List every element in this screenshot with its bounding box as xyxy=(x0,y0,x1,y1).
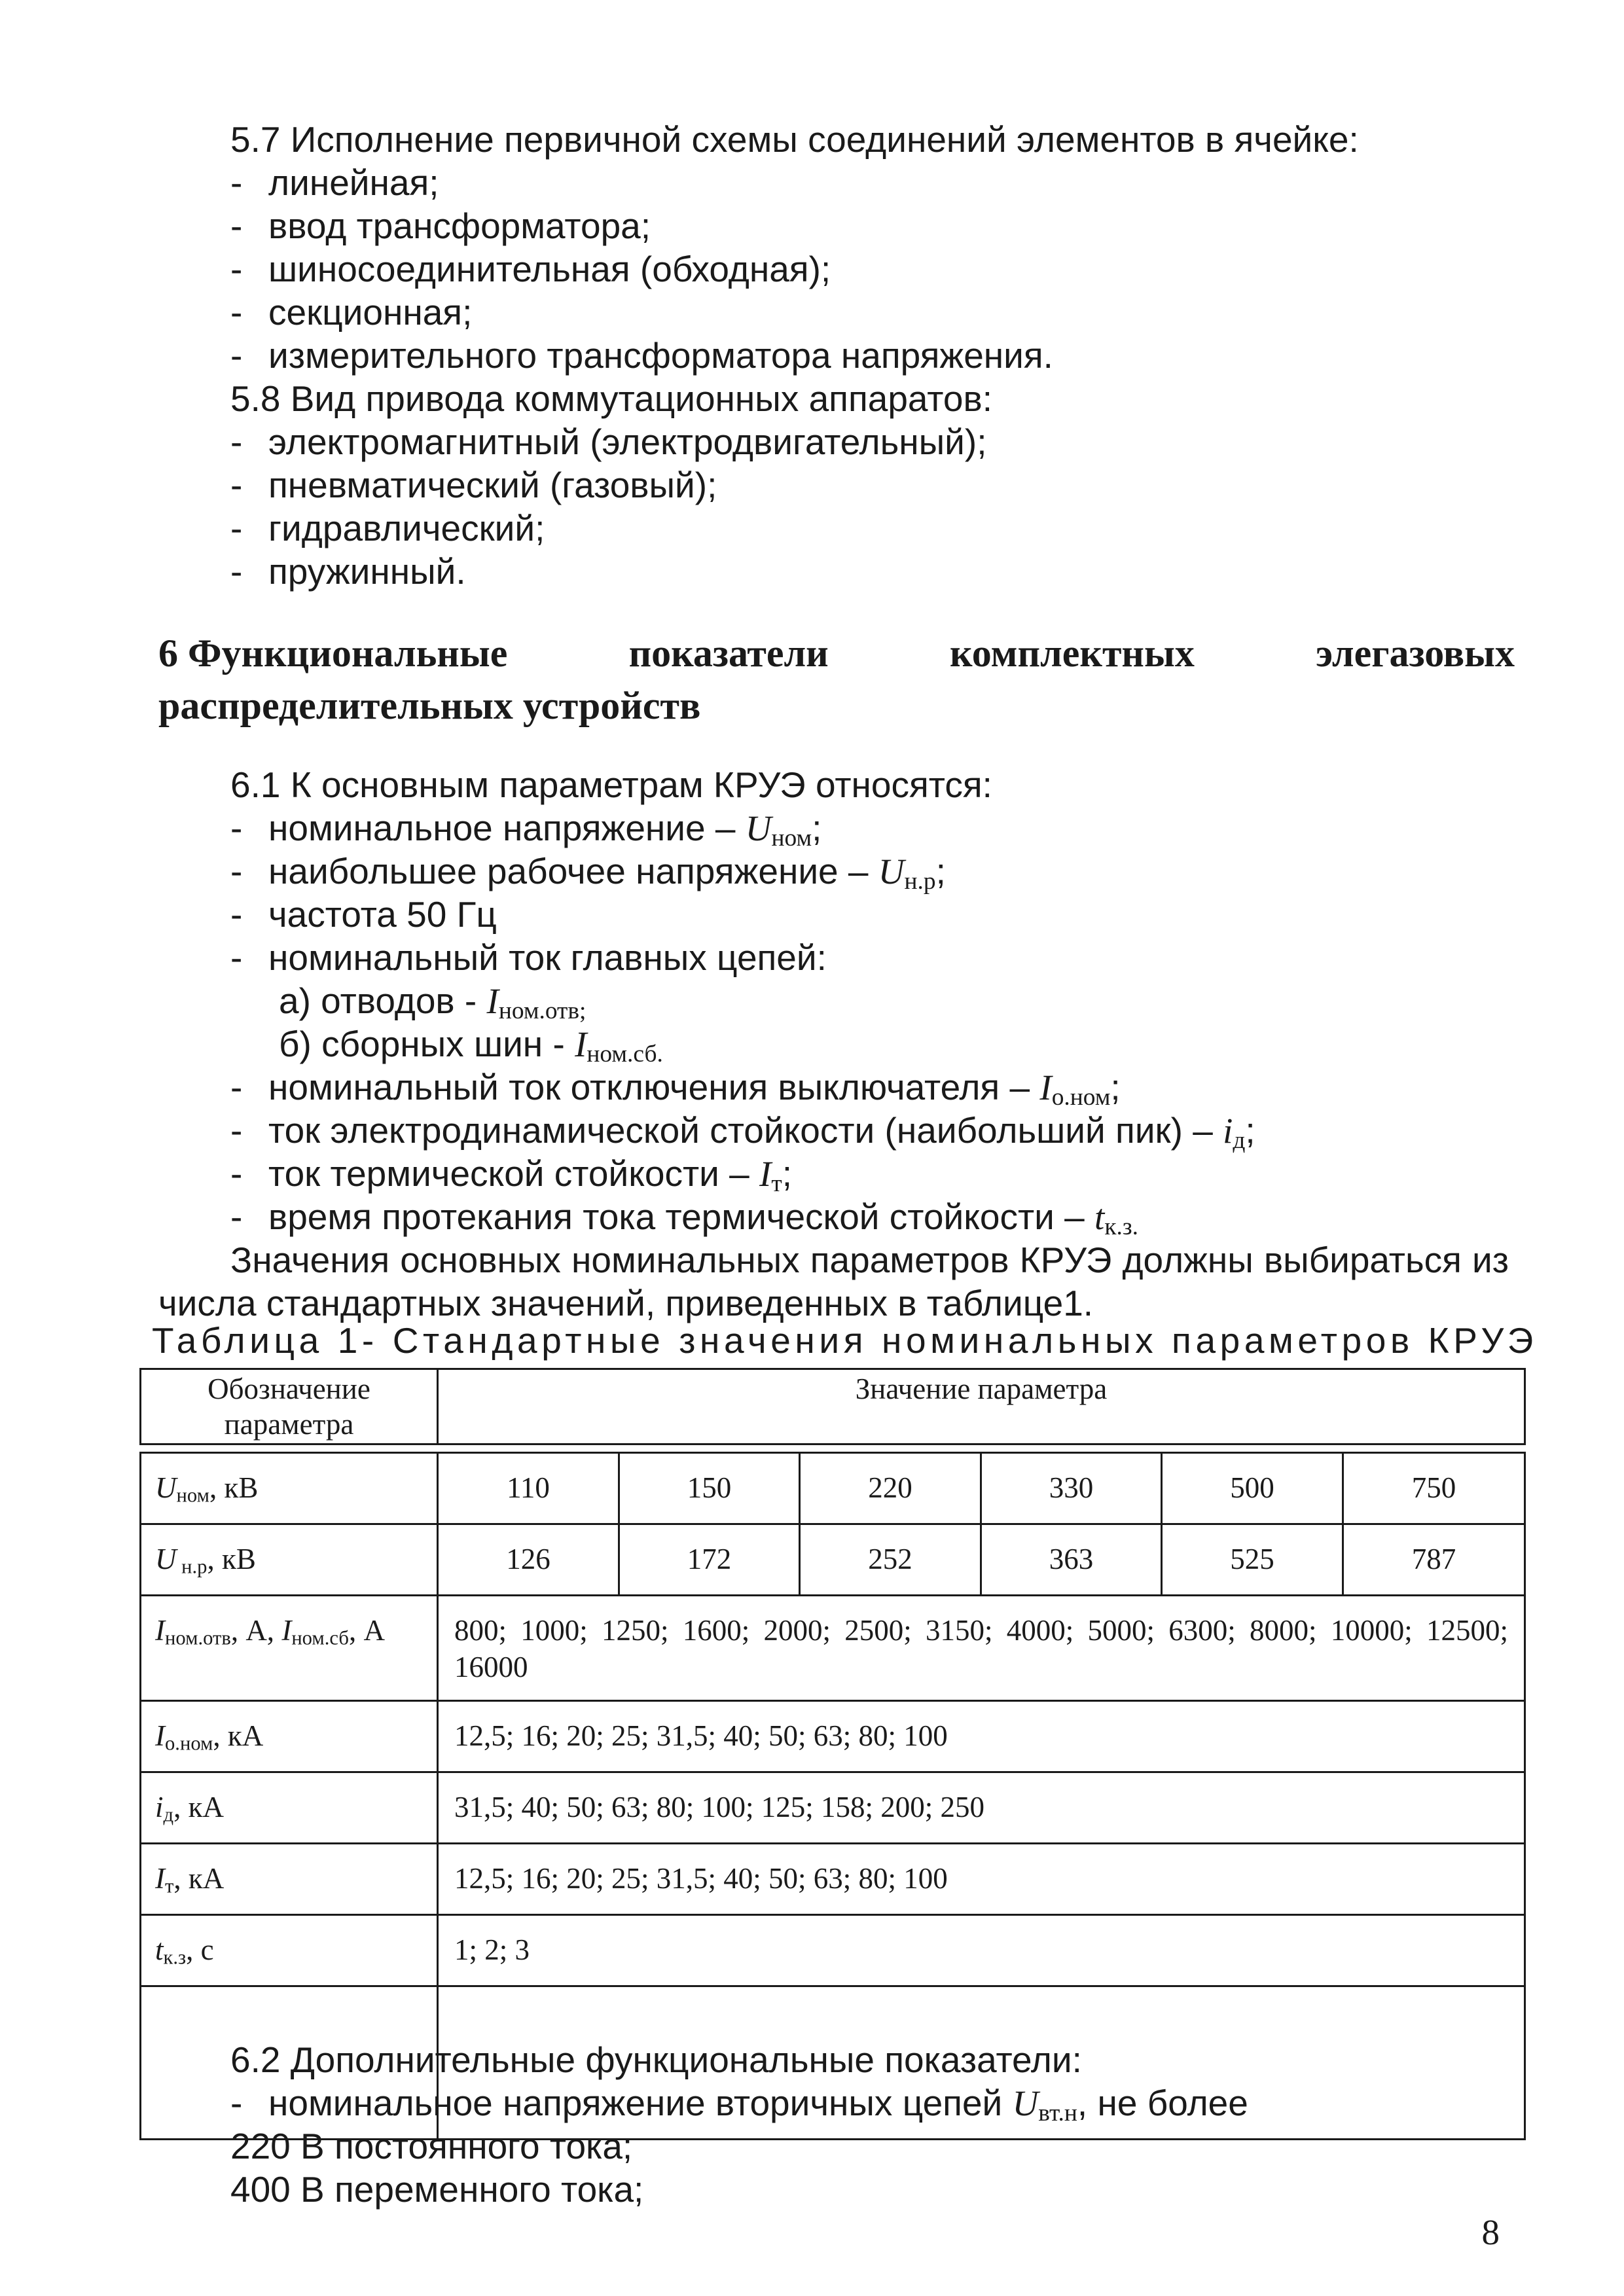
list-marker: - xyxy=(230,851,243,891)
paragraph-word: Значения xyxy=(230,1240,390,1280)
table-cell: 12,5; 16; 20; 25; 31,5; 40; 50; 63; 80; 100 xyxy=(454,1862,948,1895)
list-marker: - xyxy=(230,335,243,376)
list-marker: - xyxy=(230,206,243,246)
header-value: Значение параметра xyxy=(855,1372,1108,1405)
list-marker: - xyxy=(230,1110,243,1151)
row-label-unom: $U_{ном}$, кВ xyxy=(155,1471,259,1507)
list-marker: - xyxy=(230,1153,243,1194)
paragraph-word: выбираться xyxy=(1263,1240,1462,1280)
heading-word: 6 Функциональные xyxy=(158,632,508,675)
row-divider xyxy=(139,1523,1526,1525)
list-item: измерительного трансформатора напряжения. xyxy=(268,335,1053,376)
section-5-7-title: 5.7 Исполнение первичной схемы соединений элементов в ячейке: xyxy=(230,119,1359,160)
row-label-unr: U $_{н.р}$, кВ xyxy=(155,1543,256,1578)
row-label-ionom: $I_{о.ном}$, кА xyxy=(155,1719,264,1755)
paragraph-word: должны xyxy=(1122,1240,1254,1280)
list-item-thermal-current: ток термической стойкости – $I_т$; xyxy=(268,1153,792,1198)
list-marker: - xyxy=(230,292,243,332)
table-cell: 363 xyxy=(1049,1543,1094,1575)
row-label-inom: $I_{ном.отв}$, А, $I_{ном.сб}$, А xyxy=(155,1614,385,1649)
table-cell: 150 xyxy=(687,1471,732,1504)
dc-voltage-line: 220 В постоянного тока; xyxy=(230,2126,633,2166)
paragraph-word: параметров xyxy=(810,1240,1009,1280)
table-caption: Таблица 1- Стандартные значения номинальных параметров КРУЭ xyxy=(152,1320,1538,1361)
list-marker: - xyxy=(230,465,243,505)
table-cell: 126 xyxy=(506,1543,550,1575)
list-marker: - xyxy=(230,551,243,592)
paragraph-word: из xyxy=(1472,1240,1509,1280)
list-item-dynamic-current: ток электродинамической стойкости (наибольший $пик) - i_д$; xyxy=(268,1110,1255,1155)
row-divider xyxy=(139,1771,1526,1773)
row-label-it: $I_т$, кА xyxy=(155,1862,225,1897)
table-cell: 1; 2; 3 xyxy=(454,1933,530,1966)
table-cell: 31,5; 40; 50; 63; 80; 100; 125; 158; 200; 250 xyxy=(454,1791,985,1823)
list-item: шиносоединительная (обходная); xyxy=(268,249,831,289)
list-marker: - xyxy=(230,937,243,978)
table-cell: 12,5; 16; 20; 25; 31,5; 40; 50; 63; 80; 100 xyxy=(454,1719,948,1752)
list-item-main-current: номинальный ток главных цепей: xyxy=(268,937,827,978)
table-cell: 750 xyxy=(1411,1471,1456,1504)
paragraph-line2: числа стандартных значений, приведенных в таблице1. xyxy=(158,1283,1094,1323)
list-item-nominal-voltage: номинальное напряжение – $U_{ном}$; xyxy=(268,808,822,852)
list-item: пружинный. xyxy=(268,551,466,592)
list-marker: - xyxy=(230,808,243,848)
list-marker: - xyxy=(230,1196,243,1237)
ac-voltage-line: 400 В переменного тока; xyxy=(230,2169,644,2210)
list-marker: - xyxy=(230,422,243,462)
paragraph-line1 xyxy=(230,1238,1509,1282)
list-marker: - xyxy=(230,162,243,203)
row-divider xyxy=(139,1594,1526,1596)
list-item-secondary-voltage: номинальное напряжение вторичных цепей $U_{вт.н}$, не более xyxy=(268,2083,1248,2127)
row-divider xyxy=(139,1985,1526,1987)
section-6-1-title: 6.1 К основным параметрам КРУЭ относятся: xyxy=(230,764,992,805)
list-item-thermal-time: время протекания тока термической стойкости – $t_{к.з.}$ xyxy=(268,1196,1138,1241)
list-item: электромагнитный (электродвигательный); xyxy=(268,422,987,462)
list-item: линейная; xyxy=(268,162,439,203)
paragraph-word: номинальных xyxy=(571,1240,800,1280)
list-item: гидравлический; xyxy=(268,508,545,548)
table-cell: 220 xyxy=(868,1471,912,1504)
table-cell: 172 xyxy=(687,1543,732,1575)
list-item-max-voltage: наибольшее рабочее напряжение – $U_{н.р}$; xyxy=(268,851,946,895)
paragraph-word: КРУЭ xyxy=(1019,1240,1112,1280)
row-label-id: $i_д$, кА xyxy=(155,1791,224,1826)
heading-word: элегазовых xyxy=(1316,632,1515,675)
table-cell: 252 xyxy=(868,1543,912,1575)
list-marker: - xyxy=(230,249,243,289)
header-param-line1: Обозначение xyxy=(208,1372,370,1405)
row-divider xyxy=(139,1842,1526,1844)
row-divider xyxy=(139,1700,1526,1702)
list-marker: - xyxy=(230,1067,243,1107)
list-item-frequency: частота 50 Гц xyxy=(268,894,497,935)
list-item: пневматический (газовый); xyxy=(268,465,717,505)
paragraph-word: основных xyxy=(400,1240,561,1280)
row-divider xyxy=(139,1914,1526,1916)
page-number: 8 xyxy=(1481,2212,1500,2252)
table-cell: 500 xyxy=(1230,1471,1274,1504)
header-param-line2: параметра xyxy=(224,1408,354,1441)
table-cell: 110 xyxy=(507,1471,550,1504)
heading-word: показатели xyxy=(628,632,829,675)
table-cell: 525 xyxy=(1230,1543,1274,1575)
list-item: секционная; xyxy=(268,292,473,332)
section-6-heading xyxy=(158,627,1515,679)
list-item-breaking-current: номинальный ток отключения выключателя – $I_{о.ном}$; xyxy=(268,1067,1121,1111)
row-label-tkz: $t_{к.з}$, с xyxy=(155,1933,214,1969)
table-cell: 787 xyxy=(1411,1543,1456,1575)
table-cell: 800; 1000; 1250; 1600; 2000; 2500; 3150; 4000; 5000; 6300; 8000; 10000; 12500; 16000 xyxy=(454,1614,1508,1683)
sub-item-a: а) отводов - $I_{ном.отв;}$ xyxy=(279,980,586,1025)
list-marker: - xyxy=(230,2083,243,2123)
section-5-8-title: 5.8 Вид привода коммутационных аппаратов: xyxy=(230,378,992,419)
section-6-heading-line2: распределительных устройств xyxy=(158,684,701,727)
table-cell: 330 xyxy=(1049,1471,1094,1504)
section-6-2-title: 6.2 Дополнительные функциональные показатели: xyxy=(230,2039,1082,2080)
heading-word: комплектных xyxy=(950,632,1195,675)
list-marker: - xyxy=(230,894,243,935)
list-item: ввод трансформатора; xyxy=(268,206,651,246)
list-marker: - xyxy=(230,508,243,548)
sub-item-b: б) сборных шин - $I_{ном.сб.}$ xyxy=(279,1024,663,1068)
